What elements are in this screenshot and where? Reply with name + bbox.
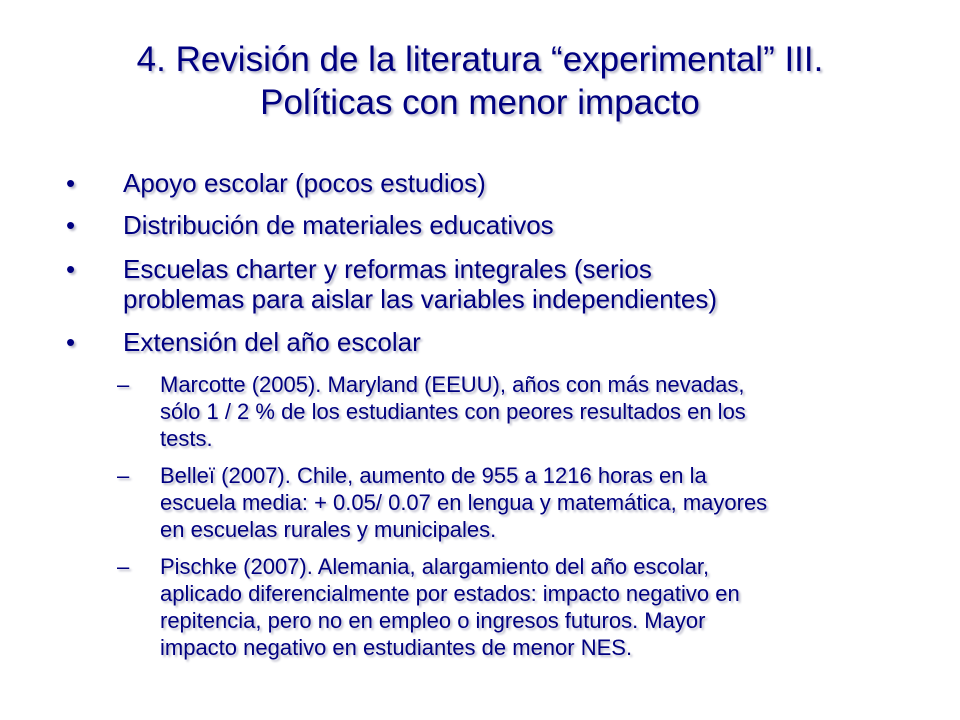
sub-bullet-line: sólo 1 / 2 % de los estudiantes con peores resultados en los	[160, 399, 746, 424]
bullet-line: Distribución de materiales educativos	[123, 210, 554, 240]
title-line-2: Políticas con menor impacto	[260, 83, 700, 122]
dash-icon: –	[117, 554, 130, 579]
sub-bullet-line: en escuelas rurales y municipales.	[160, 517, 497, 542]
bullet-line: Apoyo escolar (pocos estudios)	[123, 168, 486, 198]
bullet-text	[123, 168, 923, 198]
sub-bullet-text	[160, 462, 920, 543]
sub-bullet-line: impacto negativo en estudiantes de menor NES.	[160, 635, 633, 660]
bullet-text	[123, 210, 923, 240]
bullet-icon: •	[66, 168, 76, 198]
sub-bullet-line: Pischke (2007). Alemania, alargamiento del año escolar,	[160, 554, 710, 579]
sub-bullet-text	[160, 371, 920, 452]
title-line-1: 4. Revisión de la literatura “experimental” III.	[136, 40, 824, 79]
bullet-icon: •	[66, 327, 76, 357]
sub-bullet-line: escuela media: + 0.05/ 0.07 en lengua y matemática, mayores	[160, 490, 768, 515]
bullet-text	[123, 254, 923, 314]
sub-bullet-line: Belleï (2007). Chile, aumento de 955 a 1216 horas en la	[160, 463, 707, 488]
bullet-line: Escuelas charter y reformas integrales (serios	[123, 254, 652, 284]
bullet-text	[123, 327, 923, 357]
bullet-line: Extensión del año escolar	[123, 327, 421, 357]
dash-icon: –	[117, 463, 130, 488]
sub-bullet-text	[160, 553, 920, 661]
sub-bullet-line: repitencia, pero no en empleo o ingresos futuros. Mayor	[160, 608, 706, 633]
bullet-line: problemas para aislar las variables independientes)	[123, 284, 718, 314]
bullet-icon: •	[66, 254, 76, 284]
sub-bullet-line: Marcotte (2005). Maryland (EEUU), años con más nevadas,	[160, 372, 745, 397]
dash-icon: –	[117, 372, 130, 397]
bullet-icon: •	[66, 210, 76, 240]
sub-bullet-line: tests.	[160, 426, 213, 451]
sub-bullet-line: aplicado diferencialmente por estados: impacto negativo en	[160, 581, 740, 606]
